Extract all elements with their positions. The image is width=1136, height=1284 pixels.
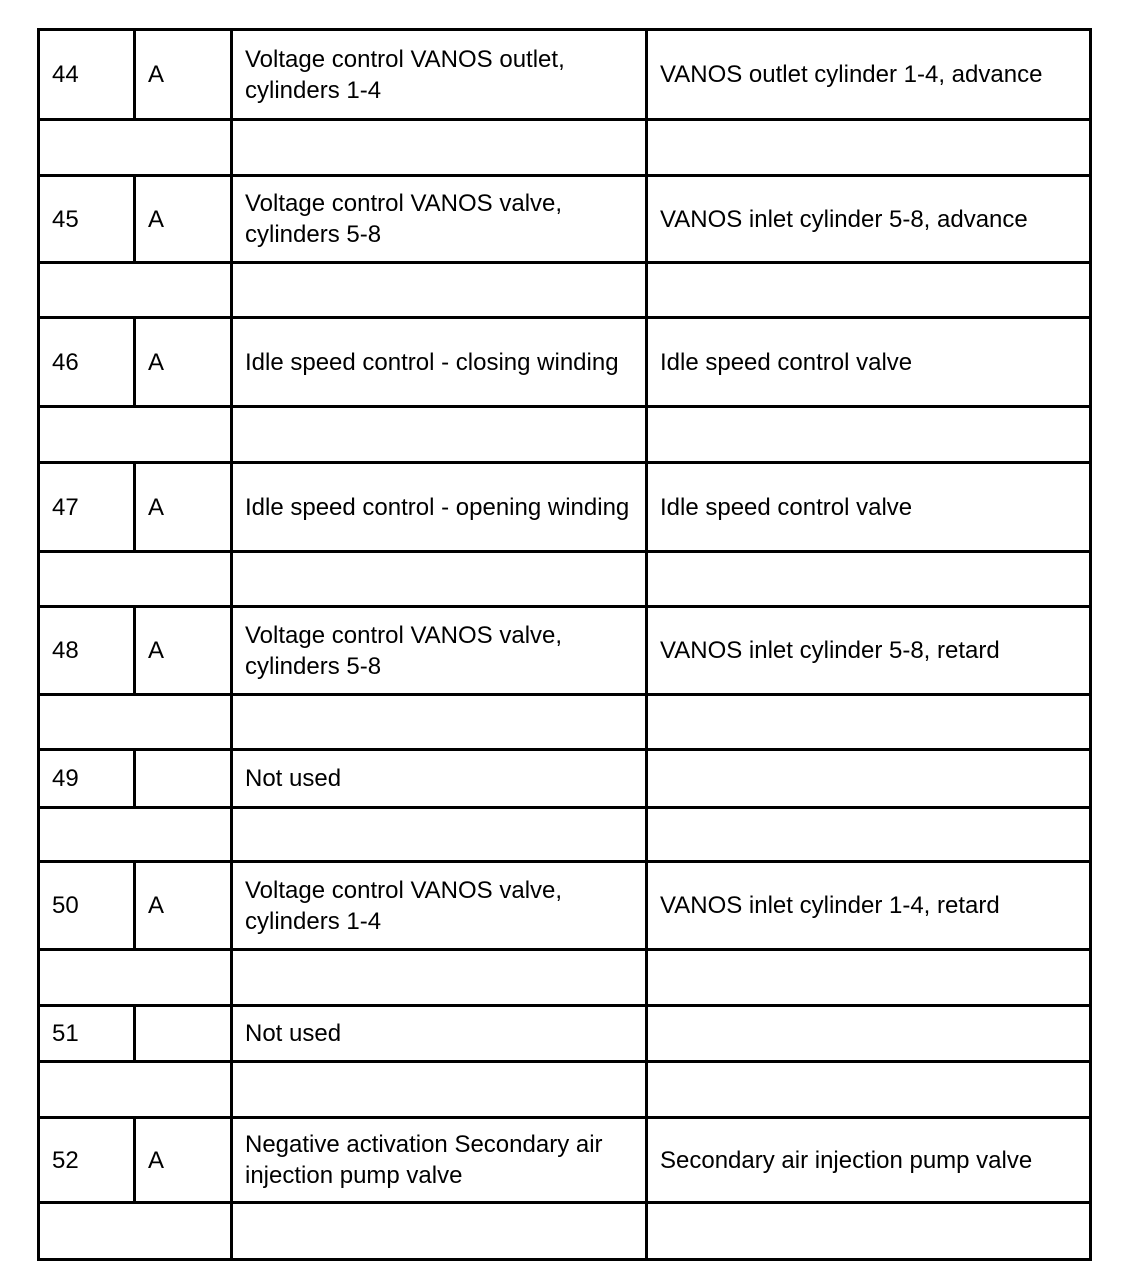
empty-cell — [647, 407, 1091, 463]
cell-pin: 50 — [39, 862, 135, 950]
cell-description: Voltage control VANOS valve, cylinders 5-8 — [232, 176, 647, 263]
cell-description: Not used — [232, 750, 647, 808]
empty-cell — [39, 263, 232, 318]
cell-pin: 47 — [39, 463, 135, 552]
cell-component: VANOS inlet cylinder 5-8, advance — [647, 176, 1091, 263]
empty-cell — [39, 120, 232, 176]
cell-pin: 52 — [39, 1118, 135, 1203]
pin-assignment-table — [37, 28, 1092, 1261]
empty-cell — [39, 950, 232, 1006]
empty-cell — [647, 1062, 1091, 1118]
empty-cell — [647, 552, 1091, 607]
table-row — [39, 862, 1091, 950]
spacer-row — [39, 1062, 1091, 1118]
spacer-row — [39, 808, 1091, 862]
cell-pin: 49 — [39, 750, 135, 808]
cell-type: A — [135, 318, 232, 407]
cell-component: VANOS inlet cylinder 1-4, retard — [647, 862, 1091, 950]
empty-cell — [647, 950, 1091, 1006]
table-row — [39, 607, 1091, 695]
spacer-row — [39, 1203, 1091, 1260]
cell-component: Idle speed control valve — [647, 318, 1091, 407]
empty-cell — [647, 808, 1091, 862]
empty-cell — [39, 552, 232, 607]
cell-type: A — [135, 862, 232, 950]
empty-cell — [232, 552, 647, 607]
empty-cell — [232, 950, 647, 1006]
cell-component: VANOS outlet cylinder 1-4, advance — [647, 30, 1091, 120]
cell-type: A — [135, 1118, 232, 1203]
empty-cell — [647, 1203, 1091, 1260]
spacer-row — [39, 950, 1091, 1006]
empty-cell — [647, 695, 1091, 750]
cell-component: VANOS inlet cylinder 5-8, retard — [647, 607, 1091, 695]
empty-cell — [232, 407, 647, 463]
empty-cell — [232, 120, 647, 176]
table-row — [39, 463, 1091, 552]
cell-pin: 44 — [39, 30, 135, 120]
table-row — [39, 750, 1091, 808]
cell-pin: 46 — [39, 318, 135, 407]
table-row — [39, 176, 1091, 263]
cell-pin: 45 — [39, 176, 135, 263]
spacer-row — [39, 263, 1091, 318]
cell-pin: 51 — [39, 1006, 135, 1062]
empty-cell — [232, 808, 647, 862]
empty-cell — [232, 1203, 647, 1260]
cell-component: Secondary air injection pump valve — [647, 1118, 1091, 1203]
empty-cell — [232, 1062, 647, 1118]
empty-cell — [39, 1062, 232, 1118]
cell-type: A — [135, 607, 232, 695]
cell-type: A — [135, 30, 232, 120]
cell-description: Voltage control VANOS outlet, cylinders 1-4 — [232, 30, 647, 120]
cell-type: A — [135, 463, 232, 552]
table-row — [39, 1118, 1091, 1203]
empty-cell — [647, 263, 1091, 318]
empty-cell — [39, 808, 232, 862]
table-row — [39, 30, 1091, 120]
cell-component — [647, 1006, 1091, 1062]
cell-description: Negative activation Secondary air injection pump valve — [232, 1118, 647, 1203]
cell-description: Not used — [232, 1006, 647, 1062]
cell-type: A — [135, 176, 232, 263]
empty-cell — [39, 695, 232, 750]
cell-component: Idle speed control valve — [647, 463, 1091, 552]
table-row — [39, 318, 1091, 407]
cell-description: Idle speed control - closing winding — [232, 318, 647, 407]
spacer-row — [39, 695, 1091, 750]
empty-cell — [39, 407, 232, 463]
empty-cell — [232, 263, 647, 318]
cell-component — [647, 750, 1091, 808]
table-body — [39, 30, 1091, 1260]
cell-description: Voltage control VANOS valve, cylinders 5-8 — [232, 607, 647, 695]
cell-pin: 48 — [39, 607, 135, 695]
spacer-row — [39, 407, 1091, 463]
spacer-row — [39, 552, 1091, 607]
empty-cell — [39, 1203, 232, 1260]
empty-cell — [232, 695, 647, 750]
table-row — [39, 1006, 1091, 1062]
cell-type — [135, 750, 232, 808]
cell-description: Voltage control VANOS valve, cylinders 1-4 — [232, 862, 647, 950]
cell-type — [135, 1006, 232, 1062]
spacer-row — [39, 120, 1091, 176]
empty-cell — [647, 120, 1091, 176]
cell-description: Idle speed control - opening winding — [232, 463, 647, 552]
